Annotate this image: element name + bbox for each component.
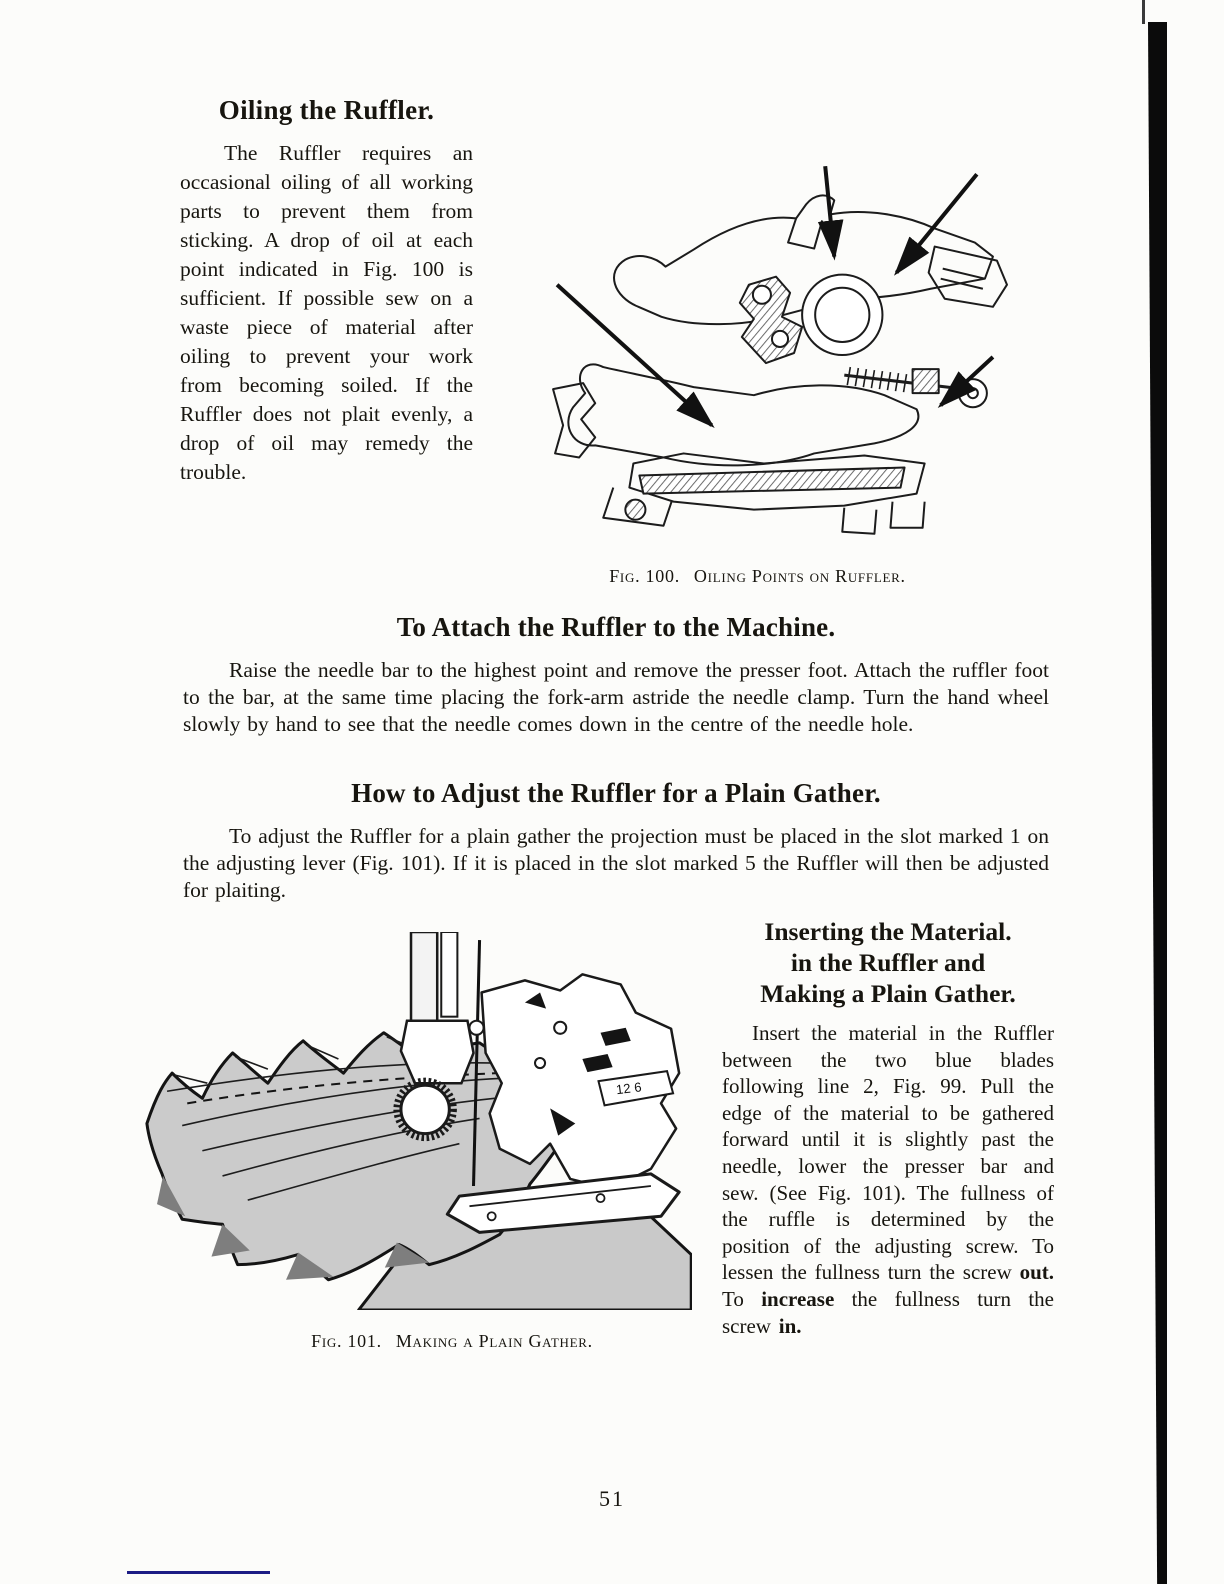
attach-body: Raise the needle bar to the highest point and remove the presser foot. Attach the ruffler foot to the bar, at the same time placing the fork-arm astride the needle clamp. Turn the hand wheel slowly by hand to see that the needle comes down in the centre of the needle hole. xyxy=(183,658,1049,736)
bold-increase: increase xyxy=(761,1286,835,1311)
fig-100-illustration xyxy=(543,156,1010,548)
fig-100-caption xyxy=(530,566,985,587)
lever-plate-marking: 12 6 xyxy=(615,1079,643,1098)
inserting-body xyxy=(722,1020,1054,1339)
adjust-section xyxy=(183,778,1049,904)
bold-in: in. xyxy=(778,1313,802,1338)
inserting-heading-line2: in the Ruffler and xyxy=(790,948,986,977)
bottom-blue-rule xyxy=(127,1571,270,1574)
ruffler-oiling-drawing xyxy=(543,156,1010,548)
fig-101-label: Fig. 101. xyxy=(311,1331,382,1351)
inserting-body-text: Insert the material in the Ruffler between the two blue blades following line 2, Fig. 99. Pull the edge of the material to be gathered forward until it is slightly past the needle, lower the presser bar and sew. (See Fig. 101). The fullness of the ruffle is determined by the position of the adjusting screw. To lessen the fullness turn the screw xyxy=(722,1021,1054,1285)
scan-edge-bar xyxy=(1148,22,1167,1584)
adjust-body: To adjust the Ruffler for a plain gather the projection must be placed in the slot marked 1 on the adjusting lever (Fig. 101). If it is placed in the slot marked 5 the Ruffler will then be adjusted for plaiting. xyxy=(183,824,1049,902)
inserting-section xyxy=(722,916,1054,1339)
inserting-heading xyxy=(722,916,1054,1009)
oiling-section xyxy=(180,95,473,487)
inserting-heading-line1: Inserting the Material. xyxy=(764,917,1012,946)
inserting-body-text: the fullness turn the screw xyxy=(722,1286,1055,1338)
bold-out: out. xyxy=(1019,1260,1054,1285)
plain-gather-drawing xyxy=(126,932,692,1310)
oiling-heading: Oiling the Ruffler. xyxy=(218,95,435,125)
scan-edge-tick xyxy=(1142,0,1145,24)
adjust-heading: How to Adjust the Ruffler for a Plain Gather. xyxy=(351,778,881,808)
fig-101-illustration xyxy=(126,932,692,1310)
attach-heading: To Attach the Ruffler to the Machine. xyxy=(396,612,836,642)
fig-101-caption xyxy=(172,1331,732,1352)
page-number: 51 xyxy=(599,1486,625,1511)
oiling-body: The Ruffler requires an occasional oiling of all working parts to prevent them from sticking. A drop of oil at each point indicated in Fig. 100 is sufficient. If possible sew on a waste piece of material after oiling to prevent your work from becoming soiled. If the Ruffler does not plait evenly, a drop of oil may remedy the trouble. xyxy=(180,141,473,484)
inserting-body-text: To xyxy=(722,1286,762,1311)
inserting-heading-line3: Making a Plain Gather. xyxy=(760,979,1016,1008)
fig-101-caption-text: Making a Plain Gather. xyxy=(395,1331,593,1351)
fig-100-caption-text: Oiling Points on Ruffler. xyxy=(693,566,906,586)
attach-section xyxy=(183,612,1049,738)
fig-100-label: Fig. 100. xyxy=(609,566,680,586)
